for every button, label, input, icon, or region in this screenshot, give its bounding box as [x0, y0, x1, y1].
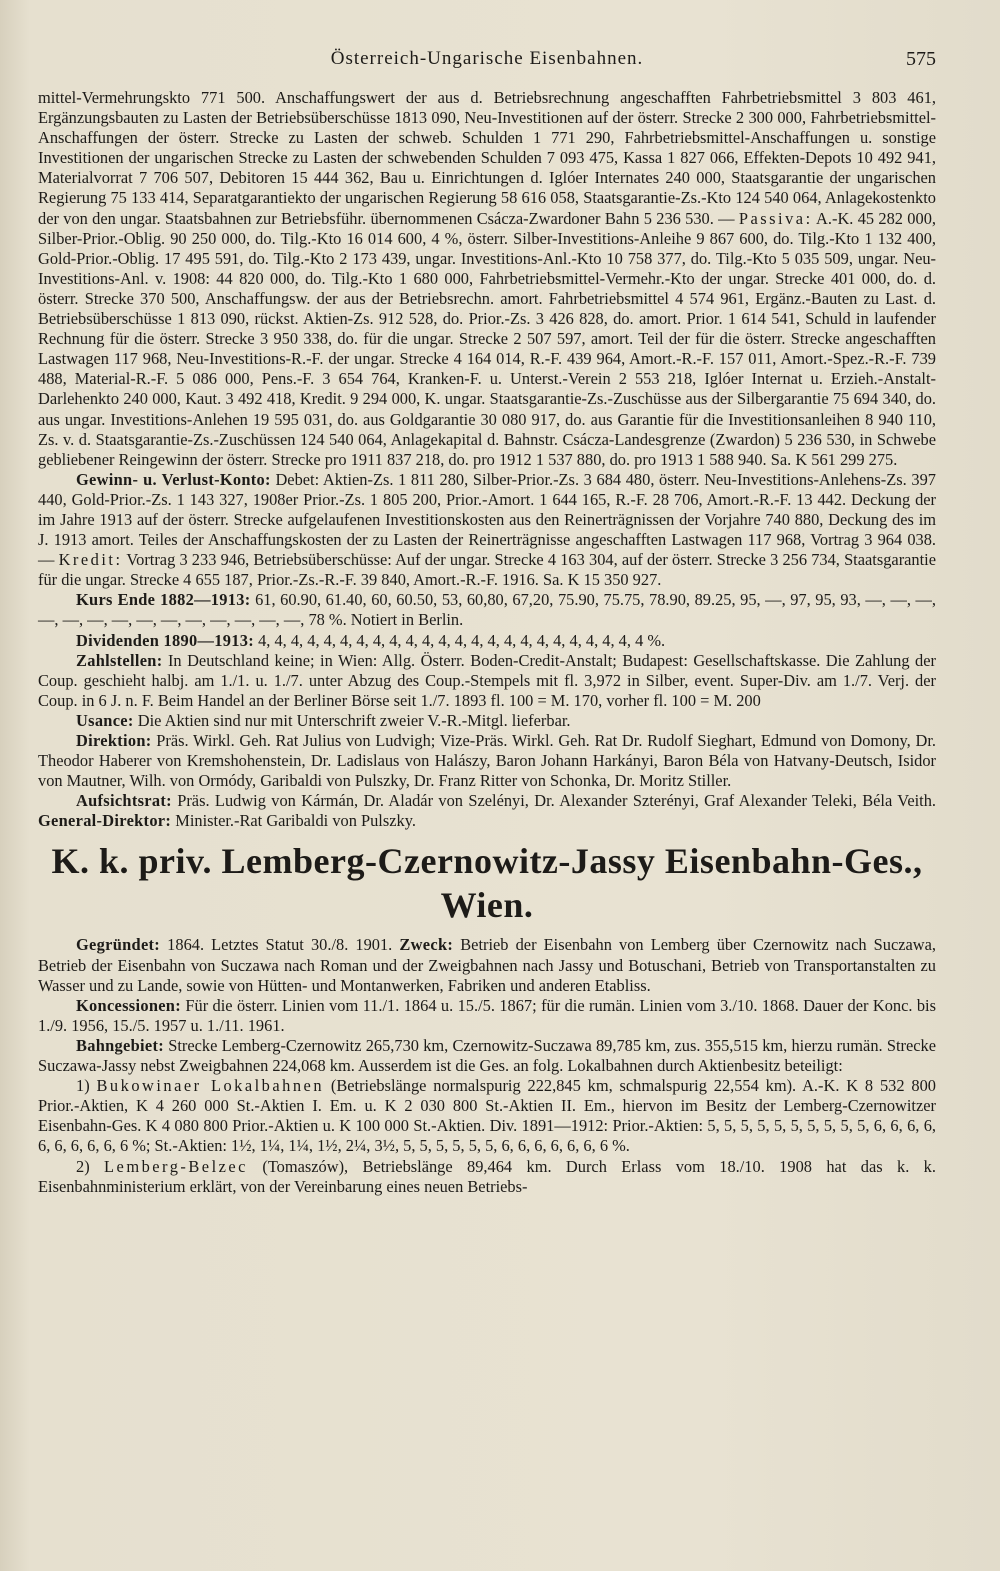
aufsichtsrat-text: Präs. Ludwig von Kármán, Dr. Aladár von Szelényi, Dr. Alexander Szterényi, Graf Alexander Teleki, Béla Veith.: [177, 791, 936, 811]
running-title: Österreich-Ungarische Eisenbahnen.: [330, 48, 644, 69]
gewinn-verlust-paragraph: [38, 470, 936, 591]
passiva-text: A.-K. 45 282 000, Silber-Prior.-Oblig. 90 250 000, do. Tilg.-Kto 16 014 600, 4 %, österr. Silber-Investitions-Anleihe 9 867 600, do. Tilg.-Kto 1 132 400, Gold-Prior.-Oblig. 17 495 591, do. Tilg.-Kto 2 173 439, ungar. Investitions-Anl.-Kto 10 758 377, do. Tilg.-Kto 5 035 509, ungar. Neu-Investitions-Anl. v. 1908: 44 820 000, do. Tilg.-Kto 1 680 000, Fahrbetriebsmittel-Vermehr.-Kto der ungar. Strecke 401 000, do. d. österr. Strecke 370 500, Anschaffungsw. der aus der Betriebsrechn. amort. Fahrbetriebsmittel 4 574 961, Ergänz.-Bauten zu Last. d. Betriebsüberschüsse 1 813 090, rückst. Aktien-Zs. 912 528, do. Prior.-Zs. 3 426 828, do. amort. Prior. 1 614 541, Schuld in laufender Rechnung für die österr. Strecke 3 950 338, do. für die ungar. Strecke 2 507 597, amort. Teil der für die österr. Strecke angeschafften Lastwagen 117 968, Neu-Investitions-R.-F. der ungar. Strecke 4 164 014, R.-F. 439 964, Amort.-R.-F. 157 011, Amort.-Spez.-R.-F. 739 488, Material-R.-F. 5 086 000, Pens.-F. 3 654 764, Kranken-F. u. Unterst.-Verein 2 553 218, Iglóer Internat u. Erzieh.-Anstalt-Darlehenkto 240 000, Kaut. 3 492 418, Kredit. 9 294 000, K. ungar. Staatsgarantie-Zs.-Zuschüsse aus der Silbergarantie 75 694 340, do. aus ungar. Investitions-Anlehen 19 595 031, do. aus Goldgarantie 30 080 917, do. aus Garantie für die Investitionsanleihen 8 940 110, Zs. v. d. Staatsgarantie-Zs.-Zuschüssen 124 540 064, Anlagekapital d. Bahnstr. Csácza-Landesgrenze (Zwardon) 5 236 530, in Schwebe gebliebener Reingewinn der österr. Strecke pro 1911 837 218, do. pro 1912 1 537 880, do. pro 1913 1 588 940. Sa. K 561 299 275.: [38, 208, 936, 469]
passiva-label: Passiva:: [738, 208, 813, 228]
gegruendet-label: Gegründet:: [76, 935, 161, 955]
bahngebiet-paragraph: [38, 1036, 936, 1076]
zweck-label: Zweck:: [399, 935, 454, 955]
usance-paragraph: [38, 711, 936, 731]
bahngebiet-label: Bahngebiet:: [76, 1035, 164, 1055]
guv-text: Debet: Aktien-Zs. 1 811 280, Silber-Prior.-Zs. 3 684 480, österr. Neu-Investitions-Anlehens-Zs. 397 440, Gold-Prior.-Zs. 1 143 327, 1908er Prior.-Zs. 1 805 200, Prior.-Amort. 1 644 165, R.-F. 28 706, Amort.-R.-F. 13 442. Deckung der im Jahre 1913 auf der österr. Strecke aufgelaufenen Investitionskosten aus den Reinerträgnissen der Vorjahre 740 880, Deckung des im J. 1913 amort. Teiles der Anschaffungskosten der zu Lasten der Reinerträgnisse angeschafften Lastwagen 117 968, Vortrag 3 964 038. —: [38, 469, 936, 570]
usance-label: Usance:: [76, 710, 134, 730]
lokalbahn-2-text: (Tomaszów), Betriebslänge 89,464 km. Durch Erlass vom 18./10. 1908 hat das k. k. Eisenbahnministerium erklärt, von der Vereinbarung eines neuen Betriebs-: [38, 1156, 936, 1196]
lokalbahn-1-paragraph: [38, 1076, 936, 1156]
bahngebiet-text: Strecke Lemberg-Czernowitz 265,730 km, Czernowitz-Suczawa 89,785 km, zus. 355,515 km, hierzu rumän. Strecke Suczawa-Jassy nebst Zweigbahnen 224,068 km. Ausserdem ist die Ges. an folg. Lokalbahnen durch Aktienbesitz beteiligt:: [38, 1035, 936, 1076]
dividenden-text: 4, 4, 4, 4, 4, 4, 4, 4, 4, 4, 4, 4, 4, 4, 4, 4, 4, 4, 4, 4, 4, 4, 4, 4 %.: [258, 630, 666, 650]
general-direktor-label: General-Direktor:: [38, 811, 172, 831]
zahlstellen-paragraph: [38, 651, 936, 711]
koncessionen-paragraph: [38, 996, 936, 1036]
lokalbahn-1-text: (Betriebslänge normalspurig 222,845 km, schmalspurig 22,554 km). A.-K. K 8 532 800 Prior.-Aktien, K 4 260 000 St.-Aktien I. Em. u. K 2 030 800 St.-Aktien II. Em., hiervon im Besitz der Lemberg-Czernowitzer Eisenbahn-Ges. K 4 080 800 Prior.-Aktien u. K 100 000 St.-Aktien. Div. 1891—1912: Prior.-Aktien: 5, 5, 5, 5, 5, 5, 5, 5, 5, 5, 6, 6, 6, 6, 6, 6, 6, 6, 6, 6 %; St.-Aktien: 1½, 1¼, 1¼, 1½, 2¼, 3½, 5, 5, 5, 5, 5, 5, 6, 6, 6, 6, 6, 6, 6 %.: [38, 1076, 936, 1156]
zweck-text: Betrieb der Eisenbahn von Lemberg über Czernowitz nach Suczawa, Betrieb der Eisenbahn von Suczawa nach Roman und der Zweigbahnen nach Jassy und Botuschani, Betrieb von Transportanstalten zu Wasser und zu Lande, sowie von Hütten- und Montanwerken, Fabriken und anderen Etabliss.: [38, 935, 937, 995]
aufsichtsrat-label: Aufsichtsrat:: [76, 791, 172, 811]
gegruendet-text: 1864. Letztes Statut 30./8. 1901.: [167, 935, 393, 955]
lokalbahn-1-number: 1): [76, 1076, 90, 1096]
kredit-label: Kredit:: [58, 550, 123, 570]
running-head: [38, 40, 936, 74]
balance-aktiva-continued: [38, 88, 936, 470]
koncessionen-label: Koncessionen:: [76, 995, 181, 1015]
dividenden-label: Dividenden 1890—1913:: [76, 630, 254, 650]
kurs-label: Kurs Ende 1882—1913:: [76, 590, 251, 610]
lokalbahn-1-name: Bukowinaer Lokalbahnen: [96, 1076, 325, 1096]
lokalbahn-2-paragraph: [38, 1157, 936, 1197]
intro-text: mittel-Vermehrungskto 771 500. Anschaffungswert der aus d. Betriebsrechnung angeschafften Fahrbetriebsmittel 3 803 461, Ergänzungsbauten zu Lasten der Betriebsüberschüsse 1813 090, Neu-Investitionen auf der österr. Strecke 2 300 000, Fahrbetriebsmittel-Anschaffungen der österr. Strecke zu Lasten der schweb. Schulden 1 771 290, Fahrbetriebsmittel-Anschaffungen u. sonstige Investitionen der ungarischen Strecke zu Lasten der schwebenden Schulden 7 093 475, Kassa 1 827 066, Effekten-Depots 10 492 941, Materialvorrat 7 706 507, Debitoren 15 444 362, Bau u. Einrichtungen d. Iglóer Internates 240 000, Staatsgarantie der ungarischen Regierung 75 133 414, Separatgarantiekto der ungarischen Regierung 58 616 058, Staatsgarantie-Zs.-Kto 124 540 064, Anlagekostenkto der von den ungar. Staatsbahnen zur Betriebsführ. übernommenen Csácza-Zwardoner Bahn 5 236 530. —: [38, 88, 936, 228]
aufsichtsrat-paragraph: [38, 791, 936, 831]
zahlstellen-label: Zahlstellen:: [76, 650, 163, 670]
page-number: 575: [906, 48, 936, 70]
gegruendet-paragraph: [38, 935, 936, 995]
koncessionen-text: Für die österr. Linien vom 11./1. 1864 u. 15./5. 1867; für die rumän. Linien vom 3./10. 1868. Dauer der Konc. bis 1./9. 1956, 15./5. 1957 u. 1./11. 1961.: [38, 995, 936, 1035]
general-direktor-text: Minister.-Rat Garibaldi von Pulszky.: [175, 811, 416, 831]
kurs-paragraph: [38, 590, 936, 630]
direktion-label: Direktion:: [76, 731, 152, 750]
kurs-text: 61, 60.90, 61.40, 60, 60.50, 53, 60,80, 67,20, 75.90, 75.75, 78.90, 89.25, 95, —, 97, 95, 93, —, —, —, —, —, —, —, —, —, —, —, —, —, —, 78 %. Notiert in Berlin.: [38, 590, 936, 630]
guv-label: Gewinn- u. Verlust-Konto:: [76, 469, 271, 489]
company-title: K. k. priv. Lemberg-Czernowitz-Jassy Eisenbahn-Ges., Wien.: [51, 841, 923, 926]
zahlstellen-text: In Deutschland keine; in Wien: Allg. Österr. Boden-Credit-Anstalt; Budapest: Gesellschaftskasse. Die Zahlung der Coup. geschieht halbj. am 1./1. u. 1./7. unter Abzug des Coup.-Stempels mit fl. 3,972 in Silber, event. Super-Div. am 1./7. Verj. der Coup. in 6 J. n. F. Beim Handel an der Berliner Börse seit 1./7. 1893 fl. 100 = M. 170, vorher fl. 100 = M. 200: [38, 650, 936, 710]
kredit-text: Vortrag 3 233 946, Betriebsüberschüsse: Auf der ungar. Strecke 4 163 304, auf der österr. Strecke 3 256 734, Staatsgarantie für die ungar. Strecke 4 655 187, Prior.-Zs.-R.-F. 39 840, Amort.-R.-F. 1916. Sa. K 15 350 927.: [38, 550, 936, 590]
dividenden-paragraph: [38, 631, 936, 651]
direktion-paragraph: [38, 731, 936, 791]
lokalbahn-2-number: 2): [76, 1156, 90, 1176]
usance-text: Die Aktien sind nur mit Unterschrift zweier V.-R.-Mitgl. lieferbar.: [137, 710, 571, 730]
lokalbahn-2-name: Lemberg-Belzec: [104, 1156, 248, 1176]
direktion-text: Präs. Wirkl. Geh. Rat Julius von Ludvigh; Vize-Präs. Wirkl. Geh. Rat Dr. Rudolf Sieghart, Edmund von Domony, Dr. Theodor Haberer von Kremshohenstein, Dr. Ladislaus von Halászy, Baron Johann Harkányi, Baron Béla von Hatvany-Deutsch, Isidor von Mautner, Wilh. von Ormódy, Garibaldi von Pulszky, Dr. Franz Ritter von Schonka, Dr. Moritz Stiller.: [38, 731, 936, 791]
